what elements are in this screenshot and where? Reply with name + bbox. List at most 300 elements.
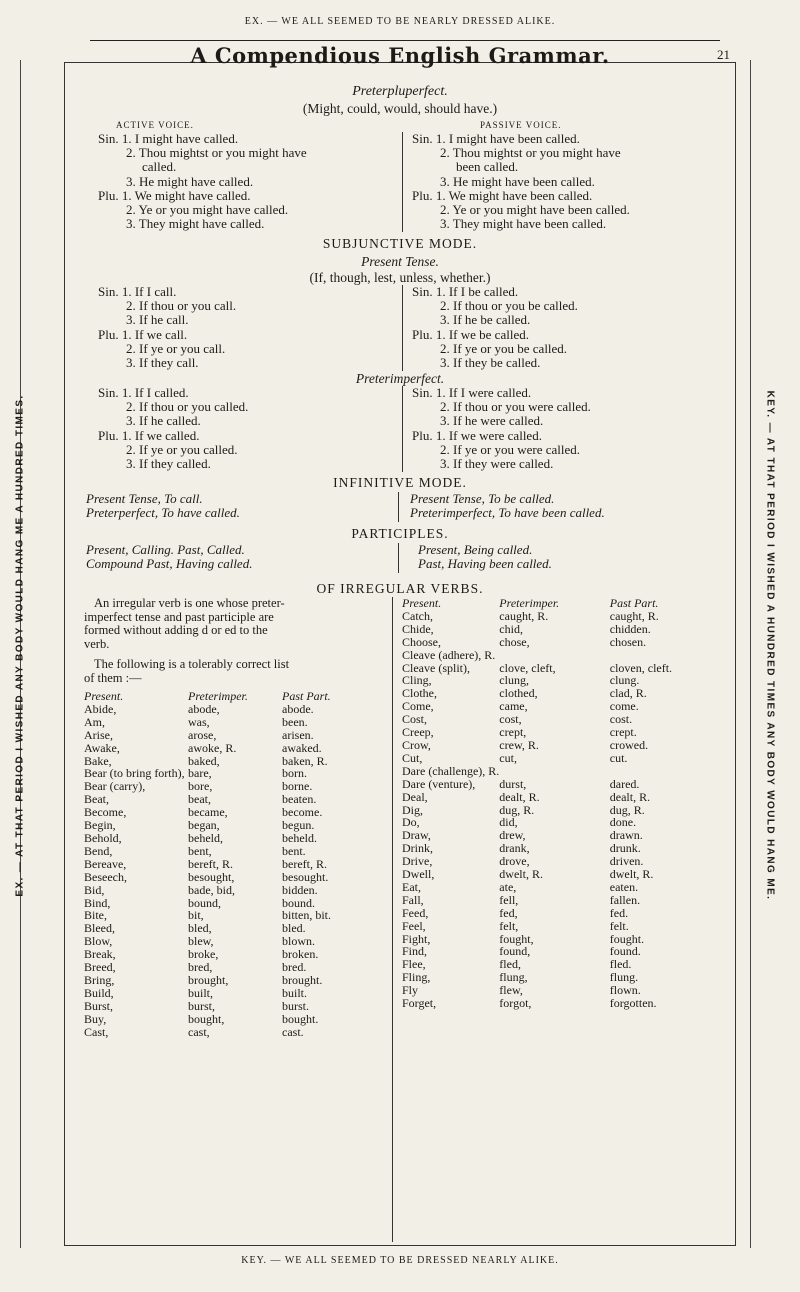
- conjugation-line: 3. If he call.: [126, 312, 189, 328]
- table-cell: caught, R.: [609, 608, 659, 623]
- column-divider: [402, 285, 403, 371]
- page-number: 21: [717, 47, 730, 62]
- passive-voice-label: PASSIVE VOICE.: [480, 120, 562, 130]
- participle-line: Present, Calling. Past, Called.: [86, 542, 245, 557]
- table-cell: crowed.: [609, 737, 649, 752]
- table-cell: flung.: [609, 970, 639, 985]
- table-cell: fed,: [499, 905, 518, 920]
- header-rule: [90, 40, 720, 41]
- table-cell: felt,: [499, 918, 519, 933]
- table-cell: bred.: [282, 960, 307, 975]
- table-cell: dwelt, R.: [499, 867, 543, 882]
- table-cell: bound,: [188, 895, 221, 910]
- table-cell: Beseech,: [84, 869, 127, 884]
- table-cell: cost.: [609, 712, 633, 727]
- table-cell: clove, cleft,: [499, 660, 556, 675]
- table-cell: bare,: [188, 766, 212, 781]
- subjunctive-imperfect-passive: [412, 386, 728, 471]
- column-divider: [402, 132, 403, 232]
- table-cell: felt.: [609, 918, 629, 933]
- table-cell: came,: [499, 699, 528, 714]
- table-cell: besought.: [282, 869, 329, 884]
- pluperfect-active-list: [98, 132, 388, 231]
- column-divider: [392, 597, 393, 1242]
- table-row: [402, 804, 730, 817]
- table-cell: built,: [188, 985, 214, 1000]
- table-cell: Breed,: [84, 960, 116, 975]
- table-cell: dwelt, R.: [609, 867, 654, 882]
- table-cell: caught, R.: [499, 608, 549, 623]
- table-cell: clothed,: [499, 686, 538, 701]
- present-conjunctions: (If, though, lest, unless, whether.): [309, 270, 491, 285]
- conjugation-line: 3. If they be called.: [440, 355, 541, 371]
- table-cell: dealt, R.: [609, 789, 651, 804]
- table-cell: clad, R.: [609, 686, 647, 701]
- column-divider: [398, 543, 399, 573]
- table-cell: [610, 765, 730, 778]
- conjugation-line: 2. Ye or you might have been called.: [440, 202, 630, 218]
- table-row: [402, 868, 730, 881]
- column-header: Past Part.: [282, 689, 331, 703]
- intro-line: imperfect tense and past participle are: [84, 609, 274, 624]
- table-cell: drove,: [499, 854, 530, 869]
- table-cell: beheld,: [188, 830, 223, 845]
- conjugation-line: Sin. 1. If I be called.: [412, 284, 519, 299]
- conjugation-line: 2. If ye or you were called.: [440, 441, 581, 457]
- table-row: [402, 945, 730, 958]
- table-row: [84, 793, 384, 806]
- table-cell: Creep,: [402, 725, 434, 740]
- table-row: [402, 842, 730, 855]
- present-tense-title: Present Tense.: [361, 254, 439, 269]
- table-cell: Drive,: [402, 854, 433, 869]
- table-cell: done.: [609, 815, 637, 830]
- table-cell: fought,: [499, 931, 534, 946]
- table-row: [402, 713, 730, 726]
- table-cell: become.: [282, 805, 323, 820]
- table-cell: burst,: [188, 998, 215, 1013]
- table-cell: chose,: [499, 634, 530, 649]
- table-cell: Bend,: [84, 843, 113, 858]
- table-cell: crew, R.: [499, 737, 539, 752]
- table-row: [402, 739, 730, 752]
- table-cell: Fight,: [402, 931, 431, 946]
- table-cell: crept.: [609, 725, 637, 740]
- irregular-verbs-table-right: [402, 597, 730, 1010]
- table-cell: found.: [609, 944, 641, 959]
- table-cell: Become,: [84, 805, 127, 820]
- table-cell: flown.: [609, 983, 641, 998]
- conjugation-line: 3. If they called.: [126, 456, 211, 472]
- table-cell: Bear (to bring forth),: [84, 766, 185, 781]
- active-voice-label: ACTIVE VOICE.: [116, 120, 194, 130]
- table-row: [402, 700, 730, 713]
- table-cell: Fall,: [402, 892, 424, 907]
- conjugation-line: Sin. 1. If I called.: [98, 385, 189, 400]
- irregular-verbs-title: OF IRREGULAR VERBS.: [316, 581, 484, 596]
- conjugation-line: 2. If ye or you called.: [126, 441, 238, 457]
- table-cell: chosen.: [609, 634, 647, 649]
- table-cell: Cut,: [402, 750, 423, 765]
- table-cell: bent,: [188, 843, 212, 858]
- table-row: [84, 703, 384, 716]
- table-cell: became,: [188, 805, 228, 820]
- pluperfect-subtitle: (Might, could, would, should have.): [302, 101, 498, 116]
- table-cell: Dare (challenge), R.: [402, 763, 500, 778]
- table-cell: Bid,: [84, 882, 105, 897]
- conjugation-line: 3. They might have been called.: [440, 216, 607, 232]
- table-cell: Build,: [84, 985, 114, 1000]
- participle-line: Compound Past, Having called.: [86, 556, 253, 572]
- conjugation-line: 2. If thou or you were called.: [440, 399, 591, 415]
- table-cell: Cleave (adhere), R.: [402, 647, 496, 662]
- table-cell: built.: [282, 985, 308, 1000]
- infinitive-passive: [410, 492, 730, 520]
- table-cell: bled.: [282, 921, 306, 936]
- table-cell: eaten.: [609, 879, 639, 894]
- table-row: [84, 884, 384, 897]
- conjugation-line: Sin. 1. If I call.: [98, 284, 177, 299]
- table-cell: bound.: [282, 895, 315, 910]
- table-row: [402, 674, 730, 687]
- table-cell: Choose,: [402, 634, 441, 649]
- conjugation-line: 2. If ye or you call.: [126, 340, 226, 356]
- table-cell: blew,: [188, 934, 214, 949]
- table-cell: fell,: [499, 892, 519, 907]
- infinitive-line: Present Tense, To call.: [86, 491, 203, 506]
- table-cell: [610, 649, 730, 662]
- conjugation-line: Sin. 1. I might have been called.: [412, 131, 580, 146]
- table-row: [402, 687, 730, 700]
- table-row: [84, 819, 384, 832]
- right-margin-rule: [750, 60, 751, 1248]
- table-cell: Burst,: [84, 998, 114, 1013]
- table-cell: Fly: [402, 983, 419, 998]
- table-cell: drew,: [499, 828, 526, 843]
- table-cell: Bring,: [84, 972, 115, 987]
- conjugation-line: 2. If thou or you call.: [126, 298, 237, 314]
- table-cell: cast.: [282, 1024, 304, 1039]
- table-row: [84, 858, 384, 871]
- table-cell: bit,: [188, 908, 204, 923]
- table-row: [402, 984, 730, 997]
- table-cell: Bake,: [84, 753, 112, 768]
- conjugation-line: called.: [142, 159, 177, 175]
- conjugation-line: 3. If he called.: [126, 413, 201, 429]
- conjugation-line: 2. Thou mightst or you might have: [126, 145, 307, 161]
- table-row: [84, 1000, 384, 1013]
- conjugation-line: Plu. 1. We might have called.: [98, 187, 251, 203]
- intro-line: formed without adding d or ed to the: [84, 623, 268, 638]
- table-cell: fled.: [609, 957, 632, 972]
- table-cell: broken.: [282, 947, 319, 962]
- subjunctive-present-active: [98, 285, 388, 370]
- table-cell: Behold,: [84, 830, 122, 845]
- table-cell: Flee,: [402, 957, 426, 972]
- table-cell: beaten.: [282, 792, 317, 807]
- pluperfect-passive-list: [412, 132, 728, 231]
- table-cell: blown.: [282, 934, 315, 949]
- table-row: [84, 742, 384, 755]
- table-row: [402, 816, 730, 829]
- table-cell: Begin,: [84, 818, 116, 833]
- note-line: of them :—: [84, 670, 142, 685]
- table-cell: Fling,: [402, 970, 431, 985]
- table-row: [84, 845, 384, 858]
- table-row: [84, 909, 384, 922]
- infinitive-line: Preterimperfect, To have been called.: [410, 505, 605, 521]
- table-cell: Break,: [84, 947, 116, 962]
- table-row: [402, 829, 730, 842]
- table-cell: durst,: [499, 776, 527, 791]
- subjunctive-title: SUBJUNCTIVE MODE.: [322, 236, 478, 251]
- pluperfect-title: Preterpluperfect.: [352, 84, 448, 99]
- table-cell: flew,: [499, 983, 523, 998]
- table-cell: Feed,: [402, 905, 429, 920]
- table-row: [402, 881, 730, 894]
- table-row: [402, 636, 730, 649]
- table-cell: baked,: [188, 753, 220, 768]
- table-row: [402, 920, 730, 933]
- conjugation-line: 2. Thou mightst or you might have: [440, 145, 621, 161]
- table-cell: cut.: [609, 750, 628, 765]
- table-cell: Arise,: [84, 727, 113, 742]
- table-cell: Bleed,: [84, 921, 115, 936]
- table-cell: [499, 765, 609, 778]
- subjunctive-present-passive: [412, 285, 728, 370]
- table-cell: beat,: [188, 792, 211, 807]
- table-cell: baken, R.: [282, 753, 328, 768]
- table-cell: Draw,: [402, 828, 431, 843]
- table-row: [402, 623, 730, 636]
- table-row: [402, 958, 730, 971]
- table-cell: bled,: [188, 921, 212, 936]
- conjugation-line: Plu. 1. If we were called.: [412, 427, 542, 443]
- column-header: Preterimper.: [499, 596, 560, 610]
- infinitive-title: INFINITIVE MODE.: [333, 475, 467, 490]
- table-cell: Drink,: [402, 841, 433, 856]
- participles-passive: [418, 543, 728, 571]
- table-cell: Bear (carry),: [84, 779, 146, 794]
- participle-line: Past, Having been called.: [418, 556, 552, 572]
- conjugation-line: 2. If ye or you be called.: [440, 340, 568, 356]
- intro-line: An irregular verb is one whose preter-: [94, 596, 285, 610]
- table-cell: began,: [188, 818, 220, 833]
- table-cell: awaked.: [282, 740, 322, 755]
- conjugation-line: 3. If they were called.: [440, 456, 554, 472]
- infinitive-line: Present Tense, To be called.: [410, 491, 555, 506]
- table-cell: forgot,: [499, 996, 532, 1011]
- table-cell: Find,: [402, 944, 428, 959]
- conjugation-line: 3. If he were called.: [440, 413, 544, 429]
- table-header-row: [84, 690, 384, 703]
- conjugation-line: 3. They might have called.: [126, 216, 265, 232]
- table-cell: been.: [282, 714, 308, 729]
- table-cell: dug, R.: [609, 802, 645, 817]
- table-cell: crept,: [499, 725, 527, 740]
- irregular-note: [84, 658, 384, 685]
- table-row: [402, 752, 730, 765]
- table-cell: Beat,: [84, 792, 109, 807]
- table-row: [84, 729, 384, 742]
- table-row: [402, 649, 730, 662]
- table-row: [84, 780, 384, 793]
- table-cell: cast,: [188, 1024, 210, 1039]
- table-cell: Dwell,: [402, 867, 435, 882]
- conjugation-line: 2. If thou or you be called.: [440, 298, 578, 314]
- conjugation-line: 3. If they call.: [126, 355, 199, 371]
- top-running-text: EX. — WE ALL SEEMED TO BE NEARLY DRESSED ALIKE.: [244, 16, 556, 27]
- right-margin-text: KEY. — AT THAT PERIOD I WISHED A HUNDRED TIMES ANY BODY WOULD HANG ME.: [764, 390, 776, 901]
- table-cell: flung,: [499, 970, 528, 985]
- table-cell: come.: [609, 699, 639, 714]
- table-cell: dared.: [609, 776, 640, 791]
- table-cell: Dare (venture),: [402, 776, 476, 791]
- table-cell: Cleave (split),: [402, 660, 470, 675]
- table-row: [402, 610, 730, 623]
- table-row: [402, 791, 730, 804]
- table-cell: fallen.: [609, 892, 641, 907]
- conjugation-line: Plu. 1. We might have been called.: [412, 187, 593, 203]
- table-row: [402, 933, 730, 946]
- table-cell: drawn.: [609, 828, 643, 843]
- table-cell: Abide,: [84, 701, 117, 716]
- table-row: [84, 897, 384, 910]
- table-row: [402, 765, 730, 778]
- participles-title: PARTICIPLES.: [351, 526, 449, 541]
- left-margin-text: EX. — AT THAT PERIOD I WISHED ANY BODY WOULD HANG ME A HUNDRED TIMES.: [14, 394, 26, 897]
- column-header: Past Part.: [609, 596, 659, 610]
- table-header-row: [402, 597, 730, 610]
- running-header: [70, 43, 730, 68]
- table-row: [84, 948, 384, 961]
- table-cell: Cast,: [84, 1024, 109, 1039]
- table-cell: arose,: [188, 727, 217, 742]
- table-row: [84, 961, 384, 974]
- table-cell: abode,: [188, 701, 220, 716]
- table-row: [402, 894, 730, 907]
- table-cell: Am,: [84, 714, 105, 729]
- table-row: [84, 987, 384, 1000]
- table-cell: Deal,: [402, 789, 428, 804]
- table-row: [84, 974, 384, 987]
- table-cell: cut,: [499, 750, 517, 765]
- table-cell: Bind,: [84, 895, 111, 910]
- table-cell: clung.: [609, 673, 640, 688]
- table-cell: Chide,: [402, 621, 434, 636]
- conjugation-line: been called.: [456, 159, 519, 175]
- conjugation-line: 2. If thou or you called.: [126, 399, 249, 415]
- table-cell: beheld.: [282, 830, 317, 845]
- table-cell: Cling,: [402, 673, 432, 688]
- table-cell: bitten, bit.: [282, 908, 331, 923]
- table-row: [84, 1013, 384, 1026]
- table-cell: Do,: [402, 815, 420, 830]
- conjugation-line: Sin. 1. I might have called.: [98, 131, 239, 146]
- table-cell: Cost,: [402, 712, 428, 727]
- table-cell: borne.: [282, 779, 313, 794]
- table-cell: fed.: [609, 905, 629, 920]
- table-row: [84, 1026, 384, 1039]
- conjugation-line: 2. Ye or you might have called.: [126, 202, 289, 218]
- table-cell: bidden.: [282, 882, 318, 897]
- irregular-intro: [84, 597, 384, 651]
- conjugation-line: Plu. 1. If we call.: [98, 326, 188, 342]
- column-header: Present.: [84, 689, 124, 703]
- infinitive-active: [86, 492, 386, 520]
- intro-line: verb.: [84, 636, 110, 651]
- table-cell: forgotten.: [609, 996, 657, 1011]
- table-cell: chidden.: [609, 621, 651, 636]
- irregular-verbs-table-left: [84, 690, 384, 1038]
- table-cell: bade, bid,: [188, 882, 235, 897]
- table-cell: ate,: [499, 879, 517, 894]
- table-cell: dealt, R.: [499, 789, 540, 804]
- column-divider: [402, 386, 403, 472]
- table-cell: Awake,: [84, 740, 120, 755]
- table-cell: besought,: [188, 869, 235, 884]
- table-cell: abode.: [282, 701, 314, 716]
- table-row: [84, 922, 384, 935]
- table-cell: brought.: [282, 972, 323, 987]
- table-cell: fled,: [499, 957, 521, 972]
- infinitive-line: Preterperfect, To have called.: [86, 505, 240, 521]
- table-cell: was,: [188, 714, 210, 729]
- conjugation-line: 3. If he be called.: [440, 312, 531, 328]
- conjugation-line: Sin. 1. If I were called.: [412, 385, 532, 400]
- table-cell: Crow,: [402, 737, 431, 752]
- table-cell: bereft, R.: [282, 856, 327, 871]
- table-cell: driven.: [609, 854, 644, 869]
- table-cell: Catch,: [402, 608, 433, 623]
- table-cell: bore,: [188, 779, 213, 794]
- table-row: [402, 997, 730, 1010]
- table-cell: found,: [499, 944, 531, 959]
- table-cell: dug, R.: [499, 802, 535, 817]
- table-cell: Blow,: [84, 934, 113, 949]
- table-row: [84, 935, 384, 948]
- table-row: [402, 971, 730, 984]
- table-cell: chid,: [499, 621, 523, 636]
- participles-active: [86, 543, 386, 571]
- column-divider: [398, 492, 399, 522]
- table-cell: broke,: [188, 947, 219, 962]
- table-cell: cloven, cleft.: [609, 660, 673, 675]
- table-row: [402, 662, 730, 675]
- table-cell: awoke, R.: [188, 740, 237, 755]
- column-header: Preterimper.: [188, 689, 248, 703]
- table-cell: drunk.: [609, 841, 641, 856]
- table-cell: Eat,: [402, 879, 421, 894]
- table-cell: born.: [282, 766, 307, 781]
- table-row: [402, 726, 730, 739]
- conjugation-line: Plu. 1. If we called.: [98, 427, 200, 443]
- participle-line: Present, Being called.: [418, 542, 533, 557]
- conjugation-line: Plu. 1. If we be called.: [412, 326, 529, 342]
- table-cell: Clothe,: [402, 686, 437, 701]
- table-cell: bereft, R.: [188, 856, 233, 871]
- conjugation-line: 3. He might have called.: [126, 173, 254, 189]
- table-cell: bought.: [282, 1011, 319, 1026]
- table-row: [84, 871, 384, 884]
- conjugation-line: 3. He might have been called.: [440, 173, 595, 189]
- preterimperfect-title: Preterimperfect.: [355, 371, 445, 386]
- table-cell: [499, 649, 609, 662]
- table-cell: cost,: [499, 712, 522, 727]
- table-cell: burst.: [282, 998, 309, 1013]
- table-row: [84, 832, 384, 845]
- table-cell: Buy,: [84, 1011, 107, 1026]
